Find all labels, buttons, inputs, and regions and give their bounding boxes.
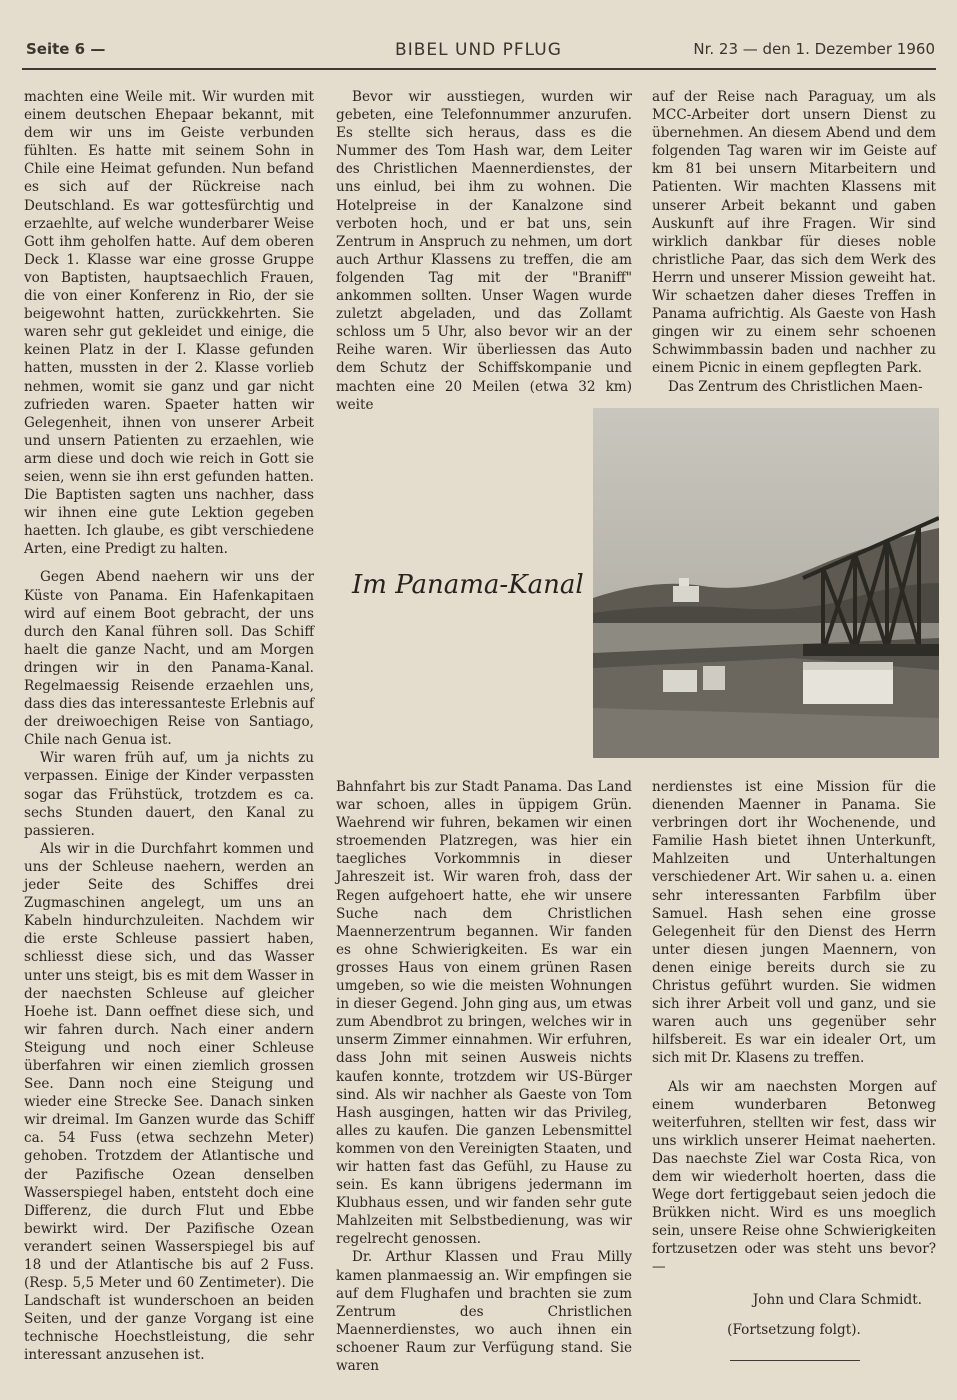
paragraph: Wir waren früh auf, um ja nichts zu verpassen. Einige der Kinder verpassten sogar das Frühstück, trotzdem es ca. sechs Stunden dauert, den Kanal zu passieren. <box>24 750 314 839</box>
paragraph: Als wir am naechsten Morgen auf einem wunderbaren Betonweg weiterfuhren, stellten wir fest, dass wir uns wirklich unserer Heimat naeherten. Das naechste Ziel war Costa Rica, von dem wir wiederholt hoerten, dass die Wege dort fertiggebaut seien jedoch die Brükken nicht. Wird es uns moeglich sein, unsere Reise ohne Schwierigkeiten fortzusetzen oder was steht uns bevor? — <box>652 1078 936 1276</box>
paragraph: machten eine Weile mit. Wir wurden mit einem deutschen Ehepaar bekannt, mit dem wir uns im Geiste verbunden fühlten. Es hatte mit seinem Sohn in Chile eine Heimat gefunden. Nun befand es sich auf der Rückreise nach Deutschland. Es war gottesfürchtig und erzaehlte, auf welche wunderbarer Weise Gott ihm geholfen hatte. Auf dem oberen Deck 1. Klasse war eine grosse Gruppe von Baptisten, hauptsaechlich Frauen, die von einer Konferenz in Rio, der sie beigewohnt hatten, zurückkehrten. Sie waren sehr gut gekleidet und einige, die keinen Platz in der I. Klasse gefunden hatten, mussten in der 2. Klasse vorlieb nehmen, womit sie ganz und gar nicht zufrieden waren. Spaeter hatten wir Gelegenheit, ihnen von unserer Arbeit und unsern Patienten zu erzaehlen, wie arm diese und doch wie reich in Gott sie seien, wenn sie ihn erst gefunden hatten. Die Baptisten sagten uns nachher, dass wir ihnen eine gute Lektion gegeben haetten. Ich glaube, es gibt verschiedene Arten, eine Predigt zu halten. <box>24 89 314 558</box>
masthead-title: BIBEL UND PFLUG <box>395 40 562 60</box>
paragraph: Als wir in die Durchfahrt kommen und uns der Schleuse naehern, werden an jeder Seite des Schiffes drei Zugmaschinen angelegt, um uns an Kabeln hindurchzuleiten. Nachdem wir die erste Schleuse passiert haben, schliesst diese sich, und das Wasser unter uns steigt, bis es mit dem Wasser in der naechsten Schleuse auf gleicher Hoehe ist. Dann oeffnet diese sich, und wir fahren durch. Nach einer andern Steigung und noch einer Schleuse überfahren wir einen ziemlich grossen See. Dann noch eine Steigung und wieder eine Strecke See. Danach sinken wir dreimal. Im Ganzen wurde das Schiff ca. 54 Fuss (etwa sechzehn Meter) gehoben. Trotzdem der Atlantische und der Pazifische Ozean denselben Wasserspiegel haben, entsteht doch eine Differenz, die durch Flut und Ebbe bewirkt wird. Der Pazifische Ozean verandert seinen Wasserspiegel bis auf 18 und der Atlantische bis auf 2 Fuss. (Resp. 5,5 Meter und 60 Zentimeter). Die Landschaft ist wunderschoen an beiden Seiten, und der ganze Vorgang ist eine technische Hoechstleistung, die sehr interessant anzusehen ist. <box>24 840 314 1364</box>
photo-caption: Im Panama-Kanal <box>352 570 584 600</box>
column-3-top <box>652 88 936 396</box>
paragraph: nerdienstes ist eine Mission für die dienenden Maenner in Panama. Sie verbringen dort ihr Wochenende, und Familie Hash bietet ihnen Unterkunft, Mahlzeiten und Unterhaltungen verschiedener Art. Wir sahen u. a. einen sehr interessanten Farbfilm über Samuel. Hash sehen eine grosse Gelegenheit für den Dienst des Herrn unter diesen jungen Maennern, von denen einige bereits durch sie zu Christus geführt wurden. Sie widmen sich ihrer Arbeit voll und ganz, und sie waren auch uns gegenüber sehr hilfsbereit. Es war ein idealer Ort, um sich mit Dr. Klasens zu treffen. <box>652 779 936 1067</box>
paragraph: auf der Reise nach Paraguay, um als MCC-Arbeiter dort unsern Dienst zu übernehmen. An diesem Abend und dem folgenden Tag waren wir im Geiste auf km 81 bei unsern Mitarbeitern und Patienten. Wir machten Klassens mit unserer Arbeit bekannt und gaben Auskunft auf ihre Fragen. Wir sind wirklich dankbar für dieses noble christliche Paar, das sich dem Werk des Herrn und unserer Mission geweiht hat. Wir schaetzen daher dieses Treffen in Panama aufrichtig. Als Gaeste von Hash gingen wir zu einem sehr schoenen Schwimmbassin baden und nachher zu einem Picnic in einem gepflegten Park. <box>652 89 936 377</box>
photo-illustration <box>593 408 939 758</box>
paragraph: Gegen Abend naehern wir uns der Küste von Panama. Ein Hafenkapitaen wird auf einem Boot gebracht, der uns durch den Kanal führen soll. Das Schiff haelt die ganze Nacht, und am Morgen dringen wir in den Panama-Kanal. Regelmaessig Reisende erzaehlen uns, dass dies das interessanteste Erlebnis auf der dreiwoechigen Reise von Santiago, Chile nach Genua ist. <box>24 569 314 749</box>
issue-date: Nr. 23 — den 1. Dezember 1960 <box>693 40 935 58</box>
column-2-top <box>336 88 632 414</box>
author-signature: John und Clara Schmidt. <box>752 1291 922 1308</box>
end-rule <box>730 1360 860 1361</box>
column-2-bottom <box>336 778 632 1375</box>
page-number: Seite 6 — <box>26 40 106 58</box>
column-1 <box>24 88 314 1365</box>
column-3-bottom <box>652 778 936 1339</box>
panama-canal-photo <box>593 408 939 758</box>
paragraph: Dr. Arthur Klassen und Frau Milly kamen planmaessig an. Wir empfingen sie auf dem Flughafen und brachten sie zum Zentrum des Christlichen Maennerdienstes, wo auch ihnen ein schoener Raum zur Verfügung stand. Sie waren <box>336 1249 632 1374</box>
header-rule <box>22 68 936 70</box>
paragraph: Bahnfahrt bis zur Stadt Panama. Das Land war schoen, alles in üppigem Grün. Waehrend wir fuhren, bekamen wir einen stroemenden Platzregen, was hier ein taegliches Vorkommnis in dieser Jahreszeit ist. Wir waren froh, dass der Regen aufgehoert hatte, ehe wir unsere Suche nach dem Christlichen Maennerzentrum begannen. Wir fanden es ohne Schwierigkeiten. Es war ein grosses Haus von einem grünen Rasen umgeben, so wie die meisten Wohnungen in dieser Gegend. John ging aus, um etwas zum Abendbrot zu bringen, welches wir in unserm Zimmer einnahmen. Wir erfuhren, dass John mit seinen Ausweis nichts kaufen konnte, trotzdem wir US-Bürger sind. Als wir nachher als Gaeste von Tom Hash ausgingen, hatten wir das Privileg, alles zu kaufen. Die ganzen Lebensmittel kommen von den Vereinigten Staaten, und wir hatten fast das Gefühl, zu Hause zu sein. Es kann übrigens jedermann im Klubhaus essen, und wir fanden sehr gute Mahlzeiten mit Selbstbedienung, was wir regelrecht genossen. <box>336 779 632 1248</box>
paragraph: Das Zentrum des Christlichen Maen- <box>668 378 923 395</box>
paragraph: Bevor wir ausstiegen, wurden wir gebeten, eine Telefonnummer anzurufen. Es stellte sich heraus, dass es die Nummer des Tom Hash war, dem Leiter des Christlichen Maennerdienstes, der uns einlud, bei ihm zu wohnen. Die Hotelpreise in der Kanalzone sind verboten hoch, und er bat uns, sein Zentrum in Anspruch zu nehmen, um dort auch Arthur Klassens zu treffen, die am folgenden Tag mit der "Braniff" ankommen sollten. Unser Wagen wurde zuletzt abgeladen, und das Zollamt schloss um 5 Uhr, also bevor wir an der Reihe waren. Wir überliessen das Auto dem Schutz der Schiffskompanie und machten eine 20 Meilen (etwa 32 km) weite <box>336 89 632 413</box>
continued-note: (Fortsetzung folgt). <box>727 1321 861 1338</box>
